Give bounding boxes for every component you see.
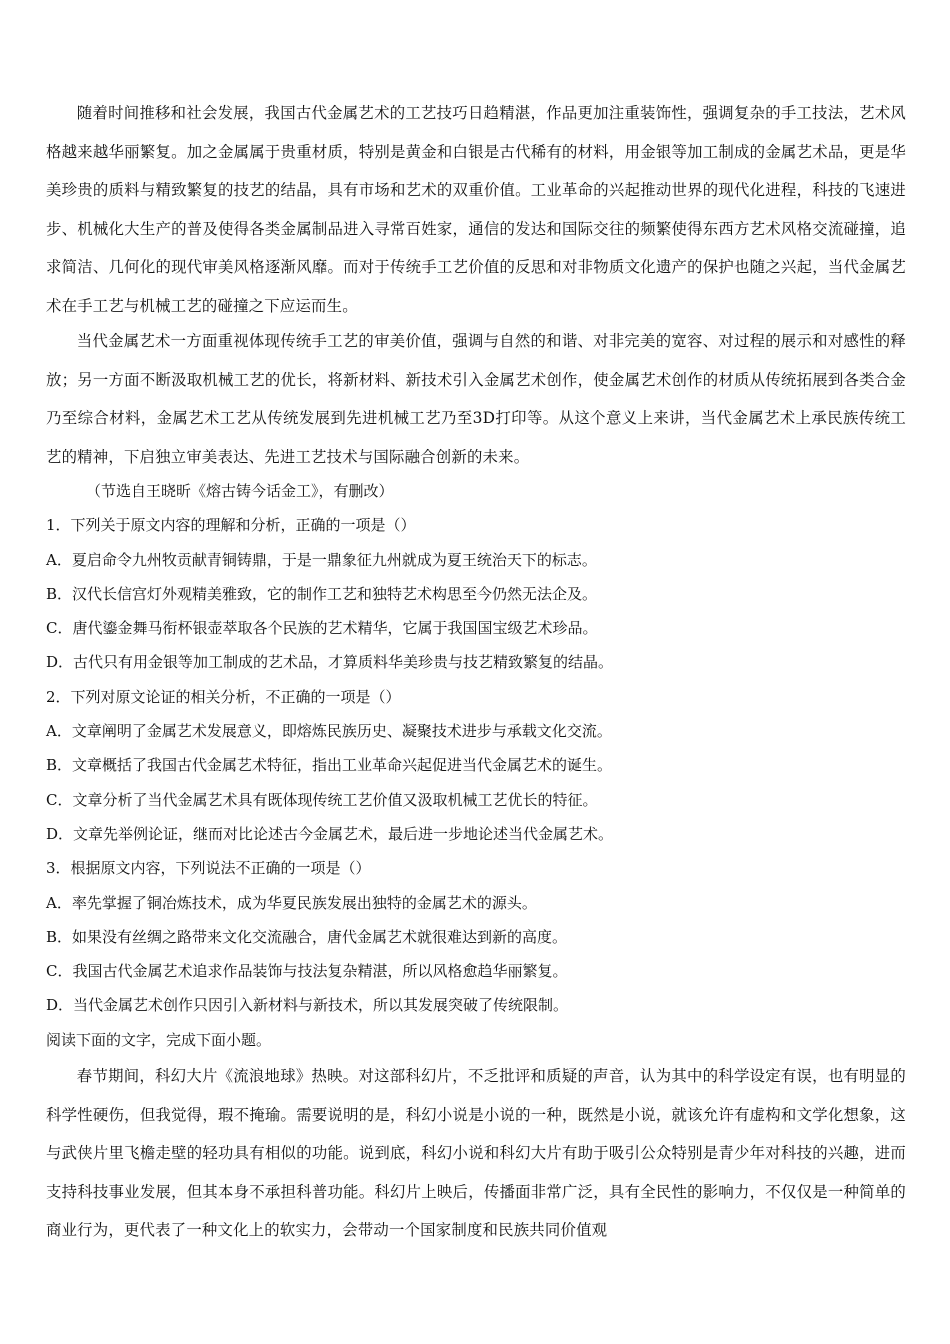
passage-2-paragraph-1: 春节期间，科幻大片《流浪地球》热映。对这部科幻片，不乏批评和质疑的声音，认为其中的科学设定有误，也有明显的科学性硬伤，但我觉得，瑕不掩瑜。需要说明的是，科幻小说是小说的一种，既然是小说，就该允许有虚构和文学化想象，这与武侠片里飞檐走壁的轻功具有相似的功能。说到底，科幻小说和科幻大片有助于吸引公众特别是青少年对科技的兴趣，进而支持科技事业发展，但其本身不承担科普功能。科幻片上映后，传播面非常广泛，具有全民性的影响力，不仅仅是一种简单的商业行为，更代表了一种文化上的软实力，会带动一个国家制度和民族共同价值观: [46, 1067, 906, 1240]
question-3-stem: 3．根据原文内容，下列说法不正确的一项是（）: [46, 859, 371, 878]
question-1: [46, 508, 906, 679]
question-3-option-d: D．当代金属艺术创作只因引入新材料与新技术，所以其发展突破了传统限制。: [46, 996, 569, 1015]
question-1-option-d: D．古代只有用金银等加工制成的艺术品，才算质料华美珍贵与技艺精致繁复的结晶。: [46, 653, 614, 672]
passage-1-paragraph-2: 当代金属艺术一方面重视体现传统手工艺的审美价值，强调与自然的和谐、对非完美的宽容、对过程的展示和对感性的释放；另一方面不断汲取机械工艺的优长，将新材料、新技术引入金属艺术创作，使金属艺术创作的材质从传统拓展到各类合金乃至综合材料，金属艺术工艺从传统发展到先进机械工艺乃至3D打印等。从这个意义上来讲，当代金属艺术上承民族传统工艺的精神，下启独立审美表达、先进工艺技术与国际融合创新的未来。: [46, 332, 906, 466]
question-2-option-b: B．文章概括了我国古代金属艺术特征，指出工业革命兴起促进当代金属艺术的诞生。: [46, 756, 613, 775]
passage-2: [46, 1057, 906, 1250]
question-3-option-b: B．如果没有丝绸之路带来文化交流融合，唐代金属艺术就很难达到新的高度。: [46, 927, 568, 946]
document-page: [46, 94, 906, 1250]
passage-source: （节选自王晓昕《熔古铸今话金工》，有删改）: [86, 482, 394, 500]
question-1-option-b: B．汉代长信宫灯外观精美雅致，它的制作工艺和独特艺术构思至今仍然无法企及。: [46, 584, 598, 603]
question-2-option-d: D．文章先举例论证，继而对比论述古今金属艺术，最后进一步地论述当代金属艺术。: [46, 824, 614, 843]
question-3-option-a: A．率先掌握了铜冶炼技术，成为华夏民族发展出独特的金属艺术的源头。: [46, 893, 537, 912]
question-2-option-a: A．文章阐明了金属艺术发展意义，即熔炼民族历史、凝聚技术进步与承载文化交流。: [46, 722, 612, 741]
question-2-stem: 2．下列对原文论证的相关分析，不正确的一项是（）: [46, 687, 401, 706]
question-1-option-c: C．唐代鎏金舞马衔杯银壶萃取各个民族的艺术精华，它属于我国国宝级艺术珍品。: [46, 619, 598, 638]
question-2-option-c: C．文章分析了当代金属艺术具有既体现传统工艺价值又汲取机械工艺优长的特征。: [46, 790, 598, 809]
section-2-instruction: 阅读下面的文字，完成下面小题。: [46, 1030, 272, 1049]
passage-1-paragraph-1: 随着时间推移和社会发展，我国古代金属艺术的工艺技巧日趋精湛，作品更加注重装饰性，强调复杂的手工技法，艺术风格越来越华丽繁复。加之金属属于贵重材质，特别是黄金和白银是古代稀有的材料，用金银等加工制成的金属艺术品，更是华美珍贵的质料与精致繁复的技艺的结晶，具有市场和艺术的双重价值。工业革命的兴起推动世界的现代化进程，科技的飞速进步、机械化大生产的普及使得各类金属制品进入寻常百姓家，通信的发达和国际交往的频繁使得东西方艺术风格交流碰撞，追求简洁、几何化的现代审美风格逐渐风靡。而对于传统手工艺价值的反思和对非物质文化遗产的保护也随之兴起，当代金属艺术在手工艺与机械工艺的碰撞之下应运而生。: [46, 104, 906, 315]
question-1-stem: 1．下列关于原文内容的理解和分析，正确的一项是（）: [46, 516, 416, 535]
question-2: [46, 680, 906, 851]
question-1-option-a: A．夏启命令九州牧贡献青铜铸鼎，于是一鼎象征九州就成为夏王统治天下的标志。: [46, 550, 597, 569]
question-3: [46, 851, 906, 1022]
passage-1: [46, 94, 906, 508]
question-3-option-c: C．我国古代金属艺术追求作品装饰与技法复杂精湛，所以风格愈趋华丽繁复。: [46, 962, 568, 981]
